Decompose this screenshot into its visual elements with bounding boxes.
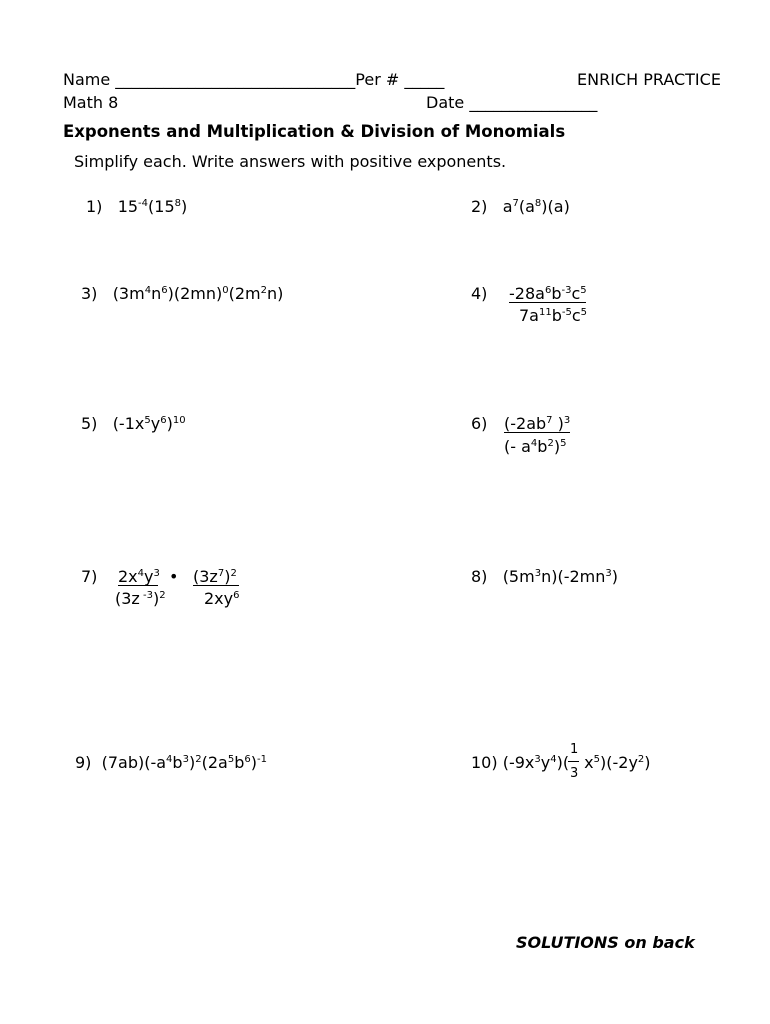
worksheet-title: Exponents and Multiplication & Division of Monomials [63,122,566,141]
fraction-bar [504,432,570,433]
problem-number: 2) [471,197,488,216]
fraction-bar [118,585,158,586]
problem-4-numerator: $-28a^6b^{-3}c^5$ [509,284,587,303]
multiplication-dot: • [169,567,179,586]
problem-4-denominator: $7a^{11}b^{-5}c^5$ [519,306,588,325]
problem-7-number: 7) [81,567,98,586]
problem-number: 5) [81,414,98,433]
problem-8: 8) $(5m^3n)(-2mn^3)$ [471,567,619,586]
problem-4-number: 4) [471,284,488,303]
problem-6-numerator: ($-2ab^7$ )$^3$ [504,414,571,433]
name-period-line: Name ______________________________Per # _____ [63,70,445,89]
date-line: Date ________________ [426,93,598,112]
problem-2: 2) $a^7(a^8)(a)$ [471,197,570,216]
problem-number: 8) [471,567,488,586]
problem-number: 1) [86,197,103,216]
instructions: Simplify each. Write answers with positive exponents. [74,152,507,171]
problem-7-fraction-1-numerator: $2x^4y^3$ [118,567,160,586]
problem-6-number: 6) [471,414,488,433]
problem-9: 9) $(7ab)(-a^4b^3)^2(2a^5b^6)^{-1}$ [75,753,267,772]
fraction-bar [509,302,586,303]
fraction-one-third-numerator: 1 [570,742,579,757]
problem-number: 3) [81,284,98,303]
problem-7-fraction-2-numerator: $(3z^7)^2$ [193,567,237,586]
problem-number: 10) [471,753,498,772]
problem-3: 3) $(3m^4n^6)(2mn)^0(2m^2n)$ [81,284,284,303]
fraction-bar [568,761,579,762]
fraction-one-third-denominator: 3 [570,766,579,781]
fraction-bar [193,585,239,586]
solutions-note: SOLUTIONS on back [516,933,695,952]
problem-6-denominator: (- $a^4b^2)^5$ [504,437,567,456]
problem-7-fraction-2-denominator: $2xy^6$ [204,589,240,608]
problem-number: 9) [75,753,92,772]
problem-7-fraction-1-denominator: (3z $^{-3}$)$^2$ [115,589,166,608]
problem-10: 10) $(-9x^3y^4)$( $x^5)(-2y^2)$ [471,753,651,772]
enrich-practice-label: ENRICH PRACTICE [577,70,721,89]
course-label: Math 8 [63,93,119,112]
problem-1: 1) $15^{-4}(15^8)$ [86,197,188,216]
problem-5: 5) $(-1x^5y^6)^{10}$ [81,414,186,433]
